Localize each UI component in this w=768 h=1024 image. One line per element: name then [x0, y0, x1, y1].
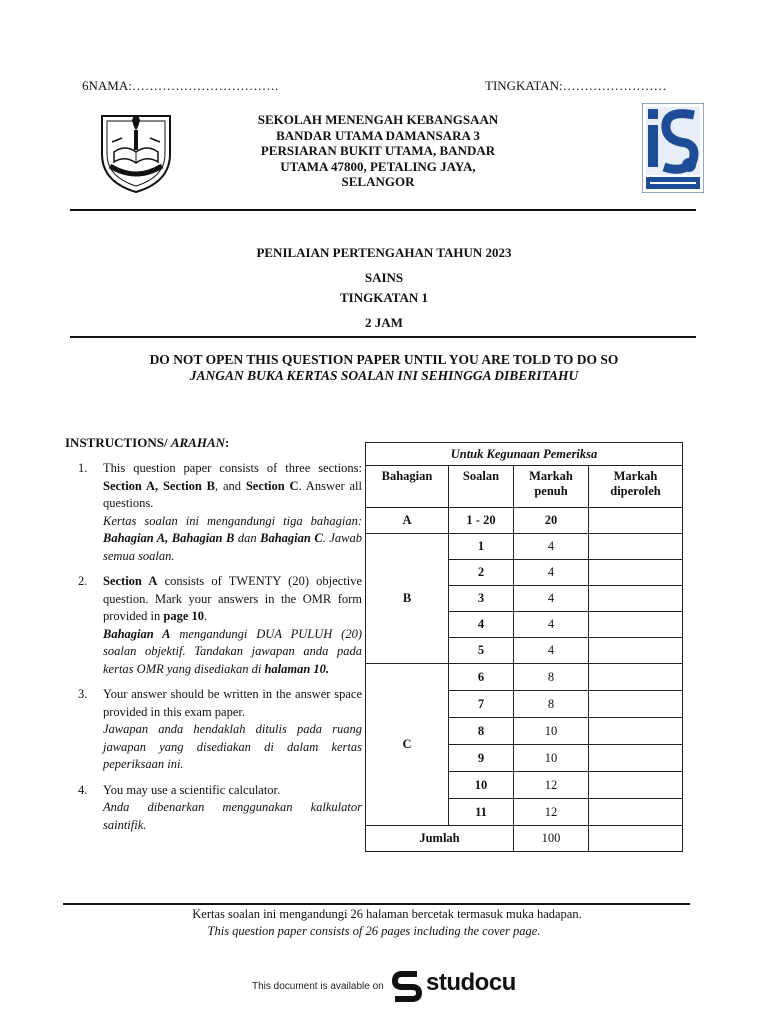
section-a-label: A: [366, 508, 449, 534]
full-marks: 4: [514, 534, 589, 560]
instruction-malay: [103, 513, 362, 566]
total-marks: 100: [514, 826, 589, 852]
instruction-segment: Section A: [103, 574, 158, 588]
school-name-line: SELANGOR: [341, 174, 415, 189]
full-marks: 8: [514, 691, 589, 718]
instruction-english: [103, 460, 362, 513]
instructions-heading-ms: ARAHAN: [170, 435, 226, 450]
instructions-heading: [65, 435, 229, 451]
question-number: 3: [449, 586, 514, 612]
marks-obtained-cell: [589, 638, 683, 664]
full-marks: 10: [514, 718, 589, 745]
footer-malay: Kertas soalan ini mengandungi 26 halaman bercetak termasuk muka hadapan.: [192, 907, 582, 921]
header-markah-penuh: Markah penuh: [514, 466, 589, 508]
instruction-number: 2.: [78, 574, 88, 588]
instruction-segment: dan: [234, 531, 261, 545]
section-a-full-marks: 20: [514, 508, 589, 534]
section-b-label: B: [366, 534, 449, 664]
question-number: 2: [449, 560, 514, 586]
instruction-english: [103, 782, 362, 800]
instructions-heading-en: INSTRUCTIONS/: [65, 435, 168, 450]
instruction-segment: This question paper consists of three sections:: [103, 461, 362, 475]
title-divider: [70, 336, 696, 338]
question-number: 8: [449, 718, 514, 745]
instruction-segment: consists of TWENTY (20) objective question. Mark your answers in the OMR form provided in: [103, 574, 362, 623]
full-marks: 4: [514, 586, 589, 612]
header-soalan: Soalan: [449, 466, 514, 508]
full-marks: 4: [514, 638, 589, 664]
question-number: 6: [449, 664, 514, 691]
table-row: [366, 664, 683, 691]
table-row: [366, 508, 683, 534]
exam-form: TINGKATAN 1: [340, 290, 428, 305]
warning-block: [0, 352, 768, 384]
section-c-label: C: [366, 664, 449, 826]
instruction-item: [78, 686, 362, 774]
instruction-malay: [103, 721, 362, 774]
header-markah-diperoleh: Markah diperoleh: [589, 466, 683, 508]
instruction-segment: Section C: [245, 478, 299, 493]
instruction-segment: Anda dibenarkan menggunakan kalkulator saintifik.: [103, 800, 362, 832]
question-number: 5: [449, 638, 514, 664]
marks-obtained-cell: [589, 664, 683, 691]
marks-obtained-cell: [589, 560, 683, 586]
school-name-line: PERSIARAN BUKIT UTAMA, BANDAR: [260, 143, 496, 158]
instruction-text: [103, 686, 362, 774]
school-name-line: SEKOLAH MENENGAH KEBANGSAAN: [257, 112, 499, 127]
question-number: 1: [449, 534, 514, 560]
question-number: 9: [449, 745, 514, 772]
full-marks: 12: [514, 799, 589, 826]
question-number: 7: [449, 691, 514, 718]
instruction-item: [78, 460, 362, 565]
full-marks: 4: [514, 560, 589, 586]
exam-title: PENILAIAN PERTENGAHAN TAHUN 2023: [256, 245, 512, 260]
studocu-brand-link[interactable]: studocu: [426, 969, 516, 996]
instruction-segment: mengandungi DUA PULUH (20) soalan objektif. Tandakan jawapan anda pada kertas OMR yang disediakan di: [103, 626, 362, 676]
instruction-segment: .: [204, 609, 208, 623]
instruction-segment: Bahagian C: [260, 531, 323, 545]
instruction-number: 1.: [78, 461, 88, 475]
question-number: 4: [449, 612, 514, 638]
instruction-malay: [103, 799, 362, 834]
question-number: 11: [449, 799, 514, 826]
marks-obtained-cell: [589, 691, 683, 718]
footer-divider: [63, 903, 690, 905]
instruction-item: [78, 573, 362, 678]
instruction-text: [103, 573, 362, 678]
instruction-segment: You may use a scientific calculator.: [103, 782, 281, 797]
instruction-segment: Jawapan anda hendaklah ditulis pada ruang jawapan yang disediakan di dalam kertas peperiksaan ini.: [103, 722, 362, 771]
instruction-item: [78, 782, 362, 835]
full-marks: 8: [514, 664, 589, 691]
partner-logo-icon: [642, 103, 704, 193]
full-marks: 12: [514, 772, 589, 799]
exam-subject: SAINS: [364, 270, 404, 285]
full-marks: 10: [514, 745, 589, 772]
school-name-line: BANDAR UTAMA DAMANSARA 3: [276, 127, 480, 143]
marks-obtained-cell: [589, 718, 683, 745]
school-name: [200, 112, 556, 190]
marks-obtained-cell: [589, 772, 683, 799]
instructions-heading-colon: :: [225, 435, 230, 450]
marks-obtained-cell: [589, 612, 683, 638]
instruction-segment: Kertas soalan ini mengandungi tiga bahagian:: [103, 513, 362, 528]
school-crest-icon: [98, 106, 174, 194]
instruction-english: [103, 573, 362, 626]
table-caption: Untuk Kegunaan Pemeriksa: [366, 443, 683, 466]
instruction-english: [103, 686, 362, 721]
instruction-number: 4.: [78, 782, 88, 797]
examiner-marks-table: [365, 442, 683, 852]
exam-duration: 2 JAM: [365, 315, 403, 330]
form-field-line: TINGKATAN:……………………: [485, 78, 667, 93]
instruction-segment: . Jawab semua soalan.: [103, 531, 363, 563]
instruction-text: [103, 460, 362, 565]
total-label: Jumlah: [366, 826, 514, 852]
instruction-segment: Bahagian A, Bahagian B: [103, 531, 235, 545]
instruction-segment: halaman 10.: [264, 661, 330, 676]
warning-english: DO NOT OPEN THIS QUESTION PAPER UNTIL YOU ARE TOLD TO DO SO: [149, 352, 619, 367]
instruction-number: 3.: [78, 687, 88, 701]
section-a-questions: 1 - 20: [449, 508, 514, 534]
instruction-segment: , and: [215, 478, 246, 493]
marks-obtained-cell: [589, 745, 683, 772]
instruction-segment: page 10: [163, 609, 205, 623]
name-field-line: 6NAMA:…………………………….: [82, 78, 279, 93]
instruction-segment: Your answer should be written in the answer space provided in this exam paper.: [103, 687, 362, 719]
section-a-marks-obtained: [589, 508, 683, 534]
instruction-text: [103, 782, 362, 835]
instruction-segment: Bahagian A: [103, 626, 171, 641]
header-divider: [70, 209, 696, 211]
warning-malay: JANGAN BUKA KERTAS SOALAN INI SEHINGGA DIBERITAHU: [189, 368, 579, 383]
table-row: [366, 534, 683, 560]
question-number: 10: [449, 772, 514, 799]
availability-note: This document is available on: [252, 981, 384, 992]
school-name-line: UTAMA 47800, PETALING JAYA,: [280, 158, 476, 174]
instruction-malay: [103, 626, 362, 679]
header-bahagian: Bahagian: [366, 466, 449, 508]
instruction-segment: . Answer all questions.: [103, 478, 362, 510]
marks-obtained-cell: [589, 534, 683, 560]
studocu-logo-icon[interactable]: [392, 970, 422, 1002]
footer-english: This question paper consists of 26 pages including the cover page.: [207, 924, 541, 938]
marks-obtained-cell: [589, 586, 683, 612]
total-marks-obtained: [589, 826, 683, 852]
table-row: [366, 826, 683, 852]
full-marks: 4: [514, 612, 589, 638]
marks-obtained-cell: [589, 799, 683, 826]
instructions-list: [78, 460, 362, 842]
instruction-segment: Section A, Section B: [103, 478, 216, 493]
